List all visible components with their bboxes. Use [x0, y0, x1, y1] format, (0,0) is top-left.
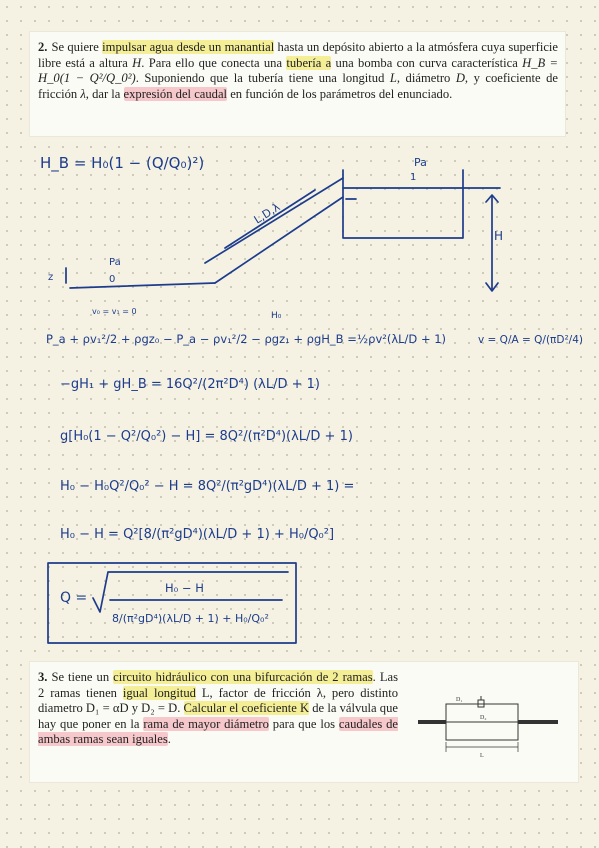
problem-2-segment: H_B = H_0(1 − Q²/Q_0²) [38, 55, 559, 86]
problem-2-segment: . Suponiendo que la tubería tiene una longitud [135, 71, 390, 86]
problem-3-segment: caudales de ambas ramas sean iguales [38, 716, 399, 747]
problem-2-segment: expresión del caudal [123, 86, 228, 101]
d2-label: D₂ [480, 715, 487, 721]
problem-3-segment: para que los [268, 716, 339, 731]
z-axis-label: z [48, 272, 54, 283]
point-0-label: 0 [109, 274, 116, 285]
pipe-dimension [225, 190, 315, 248]
pipe-upper-wall [205, 178, 343, 263]
problem-2-segment: , y coeficiente de fricción [38, 71, 558, 101]
problem-2-segment: . Para ello que conecta una [141, 55, 287, 70]
tank-pressure-label: Pa [414, 156, 427, 169]
point-1-label: 1 [410, 172, 417, 183]
problem-3-segment: de la válvula que hay que poner en la [38, 701, 398, 731]
problem-2-segment: una bomba con curva característica [331, 55, 523, 70]
equation-4: H₀ − H₀Q²/Q₀² − H = 8Q²/(π²gD⁴)(λL/D + 1) = [60, 479, 355, 494]
pipe-label: L,D,λ [251, 200, 283, 227]
problem-3-segment: . Las 2 ramas tienen [38, 670, 399, 700]
problem-2-segment: Se quiere [51, 40, 103, 54]
length-label: L [480, 753, 484, 759]
problem-3-segment: rama de mayor diámetro [143, 716, 269, 731]
problem-2-segment: λ [80, 86, 86, 101]
bernoulli-equation: P_a + ρv₁²/2 + ρgz₀ − P_a − ρv₁²/2 − ρgz₁ + ρgH_B = [46, 332, 357, 346]
problem-2-segment: tubería a [286, 55, 332, 70]
answer-numerator: H₀ − H [165, 581, 204, 595]
problem-3-segment: . [167, 732, 171, 747]
equation-2: −gH₁ + gH_B = 16Q²/(2π²D⁴) (λL/D + 1) [60, 377, 320, 392]
problem-2-segment: , diámetro [396, 71, 456, 86]
problem-3-segment: igual longitud [122, 685, 196, 700]
problem-2-segment: D [455, 71, 465, 86]
pump-curve-note: H_B = H₀(1 − (Q/Q₀)²) [40, 154, 205, 172]
equation-5: H₀ − H = Q²[8/(π²gD⁴)(λL/D + 1) + H₀/Q₀²] [60, 527, 335, 542]
velocity-definition: v = Q/A = Q/(πD²/4) [478, 334, 583, 346]
tank-outline [343, 170, 463, 238]
velocity-note: v₀ = v₁ = 0 [92, 307, 137, 316]
h0-annotation: H₀ [271, 311, 282, 321]
answer-q: Q = [60, 590, 88, 606]
problem-3-segment: Se tiene un [51, 670, 114, 684]
problem-3-segment: Calcular el coeficiente K [183, 701, 310, 716]
spring-pressure-label: Pa [109, 257, 121, 268]
problem-2-segment: , dar la [85, 86, 124, 101]
d1-label: D₁ [456, 697, 463, 703]
problem-2-number: 2. [38, 40, 48, 54]
ground-line [70, 283, 215, 288]
problem-2-segment: impulsar agua desde un manantial [102, 40, 275, 54]
problem-2-segment: H [132, 55, 142, 70]
equation-3: g[H₀(1 − Q²/Q₀²) − H] = 8Q²/(π²D⁴)(λL/D + 1) [60, 429, 353, 444]
problem-2-segment: hasta un depósito abierto a la atmósfera cuya superficie libre está a altura [38, 40, 558, 70]
problem-3-number: 3. [38, 670, 48, 684]
problem-3-segment: L, factor de fricción λ, pero distinto diametro D₁ = αD y D₂ = D. [38, 685, 398, 716]
problem-2-segment: L [389, 71, 397, 86]
height-label: H [494, 229, 504, 243]
problem-3-segment: circuito hidráulico con una bifurcación de 2 ramas [113, 670, 373, 684]
problem-2-segment: en función de los parámetros del enunciado. [227, 86, 453, 101]
answer-denominator: 8/(π²gD⁴)(λL/D + 1) + H₀/Q₀² [112, 612, 269, 625]
bernoulli-rhs: ½ρv²(λL/D + 1) [357, 332, 447, 346]
